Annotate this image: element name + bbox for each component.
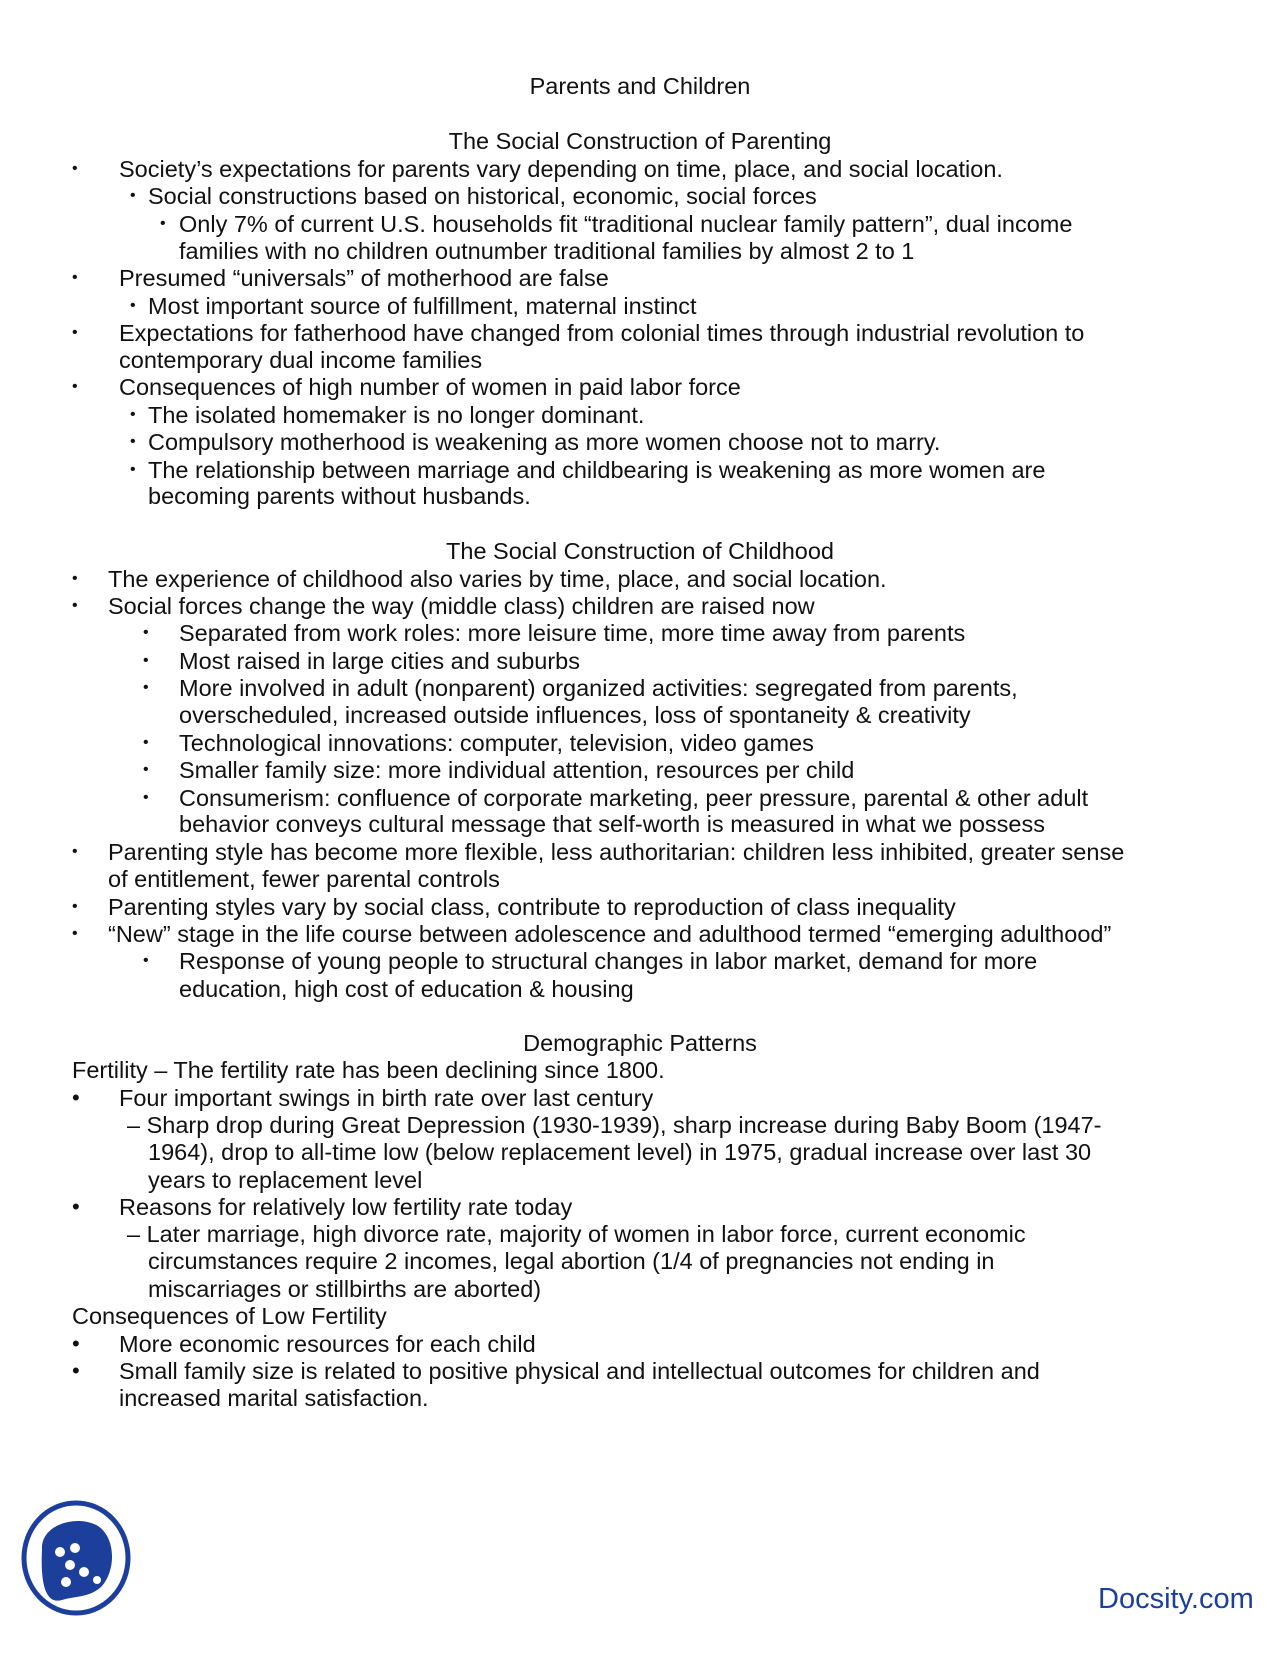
list-item: Separated from work roles: more leisure time, more time away from parents	[179, 620, 966, 646]
bullet: •	[143, 789, 149, 806]
list-item: The relationship between marriage and childbearing is weakening as more women are	[148, 457, 1046, 483]
list-item-continuation: contemporary dual income families	[119, 347, 483, 373]
bullet: •	[72, 378, 78, 395]
list-item-continuation: 1964), drop to all-time low (below replacement level) in 1975, gradual increase over last 30	[148, 1139, 1092, 1165]
list-item-continuation: years to replacement level	[148, 1167, 423, 1193]
subheading-fertility: Fertility – The fertility rate has been declining since 1800.	[72, 1057, 665, 1083]
bullet: •	[72, 843, 78, 860]
bullet: •	[160, 215, 166, 232]
list-item: Expectations for fatherhood have changed from colonial times through industrial revolution to	[119, 320, 1085, 346]
list-item: Most important source of fulfillment, maternal instinct	[148, 293, 697, 319]
bullet: •	[72, 1085, 80, 1110]
list-item: The experience of childhood also varies by time, place, and social location.	[108, 566, 887, 592]
section-heading-demographic: Demographic Patterns	[523, 1030, 757, 1056]
bullet: •	[143, 679, 149, 696]
bullet: •	[130, 433, 136, 450]
list-item: Four important swings in birth rate over last century	[119, 1085, 654, 1111]
bullet: •	[143, 624, 149, 641]
bullet: •	[143, 734, 149, 751]
bullet: •	[72, 1331, 80, 1356]
list-item-continuation: miscarriages or stillbirths are aborted)	[148, 1276, 542, 1302]
bullet: •	[143, 952, 149, 969]
subheading-consequences: Consequences of Low Fertility	[72, 1303, 387, 1329]
list-item: Consequences of high number of women in paid labor force	[119, 374, 741, 400]
section-heading-childhood: The Social Construction of Childhood	[446, 538, 834, 564]
bullet: •	[130, 406, 136, 423]
bullet: •	[130, 297, 136, 314]
list-item: Compulsory motherhood is weakening as more women choose not to marry.	[148, 429, 941, 455]
docsity-logo-icon[interactable]	[20, 1500, 132, 1616]
list-item: “New” stage in the life course between adolescence and adulthood termed “emerging adulthood”	[108, 921, 1112, 947]
section-heading-parenting: The Social Construction of Parenting	[448, 128, 832, 154]
list-item: More economic resources for each child	[119, 1331, 536, 1357]
list-item: Reasons for relatively low fertility rate today	[119, 1194, 573, 1220]
list-item: Social forces change the way (middle class) children are raised now	[108, 593, 815, 619]
list-item-continuation: education, high cost of education & housing	[179, 976, 634, 1002]
list-item: Parenting styles vary by social class, contribute to reproduction of class inequality	[108, 894, 956, 920]
bullet: •	[130, 187, 136, 204]
list-item: Only 7% of current U.S. households fit “traditional nuclear family pattern”, dual income	[179, 211, 1073, 237]
list-item: Society’s expectations for parents vary depending on time, place, and social location.	[119, 156, 1003, 182]
list-item: Social constructions based on historical, economic, social forces	[148, 183, 817, 209]
list-item: Small family size is related to positive physical and intellectual outcomes for children and	[119, 1358, 1040, 1384]
bullet: •	[72, 925, 78, 942]
bullet: •	[143, 761, 149, 778]
list-item: Consumerism: confluence of corporate marketing, peer pressure, parental & other adult	[179, 785, 1089, 811]
bullet: •	[143, 652, 149, 669]
bullet: •	[72, 597, 78, 614]
list-item: Technological innovations: computer, television, video games	[179, 730, 814, 756]
bullet: •	[72, 160, 78, 177]
list-item: – Later marriage, high divorce rate, majority of women in labor force, current economic	[127, 1221, 1026, 1247]
bullet: •	[72, 269, 78, 286]
list-item: Parenting style has become more flexible, less authoritarian: children less inhibited, greater sense	[108, 839, 1125, 865]
list-item-continuation: increased marital satisfaction.	[119, 1385, 429, 1411]
bullet: •	[130, 461, 136, 478]
list-item-continuation: overscheduled, increased outside influences, loss of spontaneity & creativity	[179, 702, 971, 728]
bullet: •	[72, 1358, 80, 1383]
list-item-continuation: behavior conveys cultural message that self-worth is measured in what we possess	[179, 811, 1045, 837]
page-title: Parents and Children	[529, 73, 751, 99]
bullet: •	[72, 898, 78, 915]
list-item-continuation: families with no children outnumber traditional families by almost 2 to 1	[179, 238, 915, 264]
list-item: Most raised in large cities and suburbs	[179, 648, 581, 674]
list-item-continuation: circumstances require 2 incomes, legal abortion (1/4 of pregnancies not ending in	[148, 1248, 995, 1274]
list-item-continuation: becoming parents without husbands.	[148, 483, 531, 509]
list-item: Presumed “universals” of motherhood are false	[119, 265, 609, 291]
list-item: The isolated homemaker is no longer dominant.	[148, 402, 645, 428]
list-item: Smaller family size: more individual attention, resources per child	[179, 757, 855, 783]
list-item-continuation: of entitlement, fewer parental controls	[108, 866, 500, 892]
bullet: •	[72, 570, 78, 587]
list-item: Response of young people to structural changes in labor market, demand for more	[179, 948, 1038, 974]
bullet: •	[72, 1194, 80, 1219]
list-item: – Sharp drop during Great Depression (1930-1939), sharp increase during Baby Boom (1947-	[127, 1112, 1102, 1138]
bullet: •	[72, 324, 78, 341]
list-item: More involved in adult (nonparent) organized activities: segregated from parents,	[179, 675, 1018, 701]
docsity-brand-link[interactable]: Docsity.com	[1098, 1583, 1254, 1615]
